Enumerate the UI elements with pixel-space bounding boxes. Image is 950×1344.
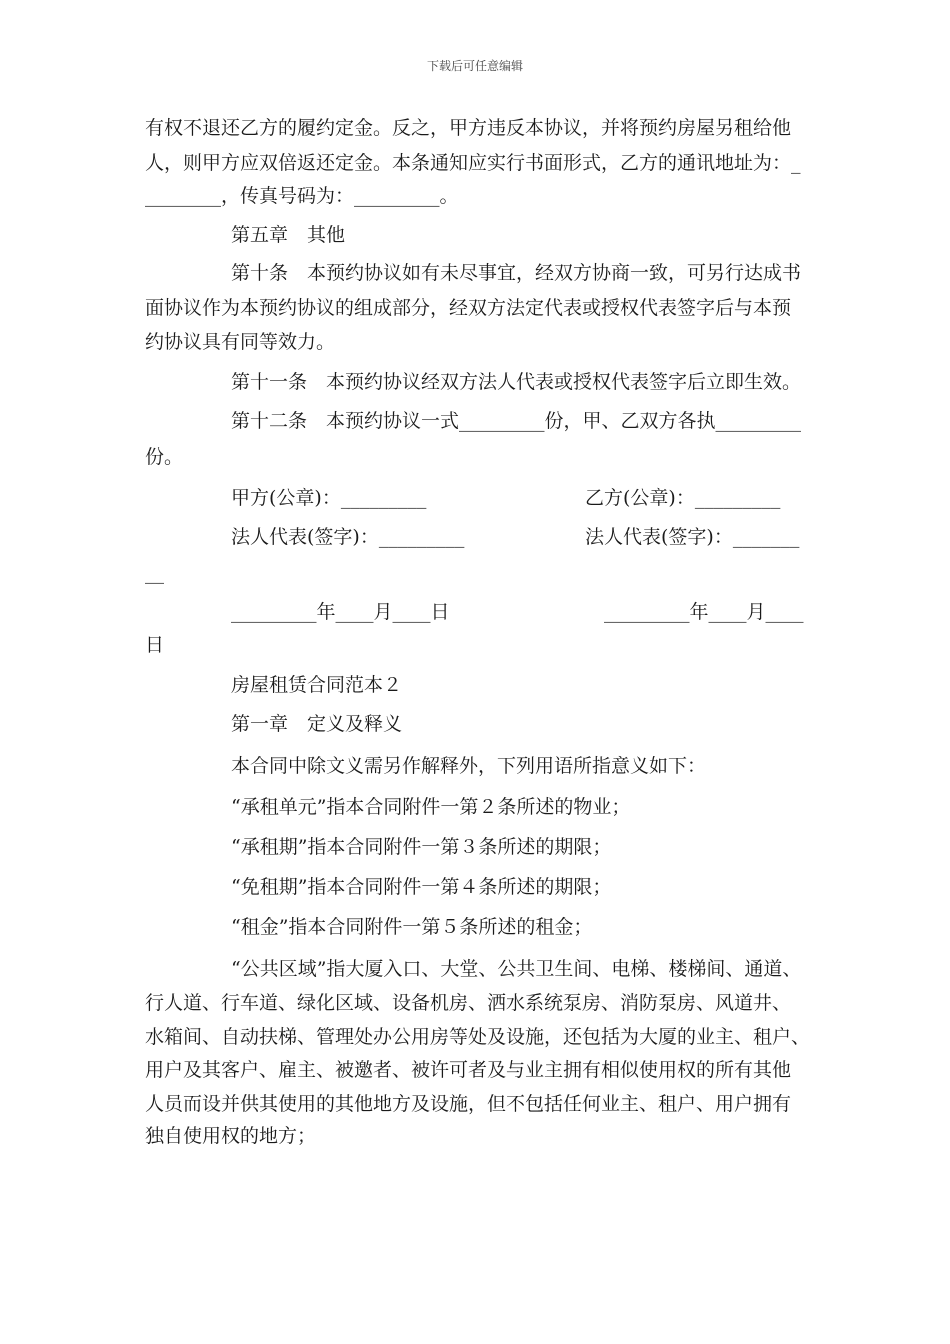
text-line: __ <box>145 562 164 584</box>
chapter-heading: 第一章 定义及释义 <box>231 713 403 735</box>
text-line: 约协议具有同等效力。 <box>145 331 336 353</box>
party-b-date: _________年____月____ <box>604 601 804 623</box>
party-b-representative: 法人代表(签字)：_______ <box>585 526 800 548</box>
definition-item: “公共区域”指大厦入口、大堂、公共卫生间、电梯、楼梯间、通道、 <box>231 958 802 980</box>
text-line: 独自使用权的地方； <box>145 1125 317 1147</box>
text-line: 第十一条 本预约协议经双方法人代表或授权代表签字后立即生效。 <box>231 371 802 393</box>
definition-item: “租金”指本合同附件一第５条所述的租金； <box>231 916 593 938</box>
text-line: 日 <box>145 634 165 656</box>
text-line: 第十条 本预约协议如有未尽事宜，经双方协商一致，可另行达成书 <box>231 262 802 284</box>
party-b-seal: 乙方(公章)：_________ <box>585 487 781 509</box>
definition-item: “承租单元”指本合同附件一第２条所述的物业； <box>231 796 631 818</box>
page-header-note: 下载后可任意编辑 <box>426 59 523 73</box>
text-line: 份。 <box>145 446 184 468</box>
text-line: 第十二条 本预约协议一式_________份，甲、乙双方各执_________ <box>231 410 802 432</box>
text-line: 水箱间、自动扶梯、管理处办公用房等处及设施，还包括为大厦的业主、租户、 <box>145 1026 811 1048</box>
text-line: 有权不退还乙方的履约定金。反之，甲方违反本协议，并将预约房屋另租给他 <box>145 117 792 139</box>
text-line: 本合同中除文义需另作解释外，下列用语所指意义如下： <box>231 755 707 777</box>
text-line: ________，传真号码为：_________。 <box>145 185 459 207</box>
text-line: 人员而设并供其使用的其他地方及设施，但不包括任何业主、租户、用户拥有 <box>145 1093 792 1115</box>
party-a-date: _________年____月____日 <box>231 601 450 623</box>
text-line: 人，则甲方应双倍返还定金。本条通知应实行书面形式，乙方的通讯地址为：_ <box>145 152 801 174</box>
party-a-representative: 法人代表(签字)：_________ <box>231 526 465 548</box>
party-a-seal: 甲方(公章)：_________ <box>231 487 427 509</box>
text-line: 用户及其客户、雇主、被邀者、被许可者及与业主拥有相似使用权的所有其他 <box>145 1059 792 1081</box>
text-line: 行人道、行车道、绿化区域、设备机房、洒水系统泵房、消防泵房、风道井、 <box>145 992 792 1014</box>
text-line: 面协议作为本预约协议的组成部分，经双方法定代表或授权代表签字后与本预 <box>145 297 792 319</box>
definition-item: “免租期”指本合同附件一第４条所述的期限； <box>231 876 612 898</box>
definition-item: “承租期”指本合同附件一第３条所述的期限； <box>231 836 612 858</box>
section-title: 房屋租赁合同范本２ <box>231 674 403 696</box>
chapter-heading: 第五章 其他 <box>231 224 346 246</box>
